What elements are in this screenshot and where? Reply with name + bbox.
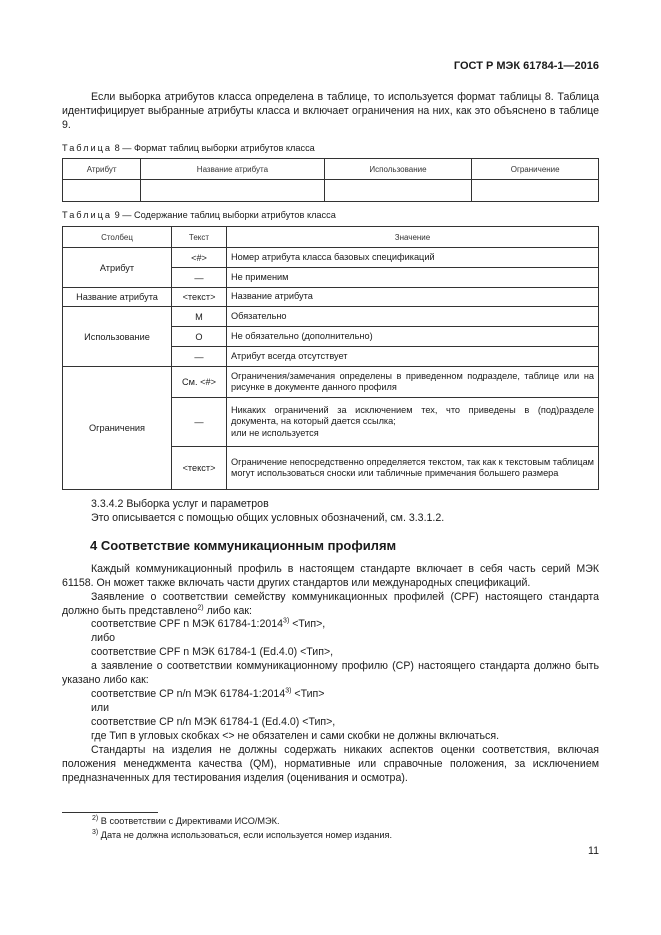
table9-text-cell: — [172,398,227,447]
table9-meaning-cell: Атрибут всегда отсутствует [227,347,599,367]
type-note: где Тип в угловых скобках <> не обязателен и сами скобки не должны включаться. [91,730,500,742]
table9 [62,226,599,490]
table9-text-cell: — [172,347,227,367]
table9-column-cell: Ограничения [63,367,172,490]
table9-text-cell: <текст> [172,447,227,490]
conformance-text-end: <Тип> [291,688,325,700]
table9-text-cell: — [172,268,227,288]
table9-column-cell: Название атрибута [63,288,172,307]
table9-text-cell: М [172,307,227,327]
table9-text-cell: <#> [172,248,227,268]
table8-header: Ограничение [472,159,599,180]
table8-caption-text: 8 — Формат таблиц выборки атрибутов класса [114,143,315,153]
conformance-text: соответствие CPF n МЭК 61784-1:2014 [91,618,284,630]
footnote-text: В соответствии с Директивами ИСО/МЭК. [100,816,280,826]
intro-paragraph: Если выборка атрибутов класса определена в таблице, то используется формат таблицы 8. Таблица идентифицирует выбранные атрибуты класса и включает ограничения на них, как это объяснено в таблице 9. [62,91,599,131]
conformance-or-1: либо [91,632,116,644]
table9-meaning-cell: Не обязательно (дополнительно) [227,327,599,347]
table9-column-cell: Использование [63,307,172,367]
section-3342-text: Это описывается с помощью общих условных обозначений, см. 3.3.1.2. [91,512,445,524]
table9-meaning-cell: Ограничения/замечания определены в приведенном подразделе, таблице или на рисунке в документе данного профиля [227,367,599,398]
footnote-ref: 3) [283,617,290,625]
table9-header: Текст [172,227,227,248]
section4-paragraph-2 [62,590,599,618]
standard-code: ГОСТ Р МЭК 61784-1—2016 [453,60,599,72]
footnote-ref: 3) [285,687,292,695]
section4-paragraph-4: Стандарты на изделия не должны содержать никаких аспектов оценки соответствия, включая положения менеджмента качества (QM), нормативные или справочные положения, за исключением предназначенных для тестирования изделия (оценивания и осмотра). [62,744,599,784]
table8-header: Использование [324,159,472,180]
footnote-text: Дата не должна использоваться, если используется номер издания. [100,830,393,840]
table9-text-cell: См. <#> [172,367,227,398]
footnote-ref: 2) [197,604,204,612]
conformance-line-2: соответствие CPF n МЭК 61784-1 (Ed.4.0) <Тип>, [91,646,334,658]
table9-column-cell: Атрибут [63,248,172,288]
conformance-line-1 [62,617,599,631]
section4-paragraph-1: Каждый коммуникационный профиль в настоящем стандарте включает в себя часть серий МЭК 61158. Он может также включать части других стандартов или международных спецификаций. [62,563,599,589]
conformance-line-3 [62,687,599,701]
section4-paragraph-3: а заявление о соответствии коммуникационному профилю (CP) настоящего стандарта должно быть указано либо как: [62,660,599,686]
footnote-2 [92,816,280,826]
table8-empty-cell [141,180,324,202]
conformance-or-2: или [91,702,110,714]
footnote-divider [62,812,158,813]
table8-header: Название атрибута [141,159,324,180]
table9-header: Значение [227,227,599,248]
table9-meaning-line: Никаких ограничений за исключением тех, что приведены в (под)разделе документа, на который дается ссылка; [231,404,594,427]
table8-empty-cell [63,180,141,202]
table8 [62,158,599,202]
table8-empty-cell [472,180,599,202]
table9-meaning-line: или не используется [231,427,319,438]
table8-empty-cell [324,180,472,202]
table9-caption [62,210,336,220]
table9-meaning-cell: Ограничение непосредственно определяется текстом, так как к текстовым таблицам могут использоваться сноски или табличные примечания большего размера [227,447,599,490]
table8-header: Атрибут [63,159,141,180]
table9-text-cell: <текст> [172,288,227,307]
footnote-mark: 2) [92,814,99,822]
footnote-3 [92,830,392,840]
footnote-mark: 3) [92,828,99,836]
table9-meaning-cell [227,398,599,447]
table9-meaning-cell: Название атрибута [227,288,599,307]
section-3342-title: 3.3.4.2 Выборка услуг и параметров [91,498,269,510]
table8-caption-label: Таблица [62,143,113,153]
table9-text-cell: О [172,327,227,347]
table8-caption [62,143,315,153]
table9-caption-label: Таблица [62,210,113,220]
table9-header: Столбец [63,227,172,248]
conformance-text: соответствие CP n/n МЭК 61784-1:2014 [91,688,286,700]
p2-text: Заявление о соответствии семейству коммуникационных профилей (CPF) настоящего стандарта должно быть представлено [62,591,599,617]
conformance-line-4: соответствие CP n/n МЭК 61784-1 (Ed.4.0) <Тип>, [91,716,336,728]
table9-meaning-cell: Не применим [227,268,599,288]
page-number: 11 [588,845,599,857]
table9-meaning-cell: Номер атрибута класса базовых спецификаций [227,248,599,268]
section4-heading: 4 Соответствие коммуникационным профилям [90,538,397,553]
table9-caption-text: 9 — Содержание таблиц выборки атрибутов класса [114,210,336,220]
table9-meaning-cell: Обязательно [227,307,599,327]
p2-text-end: либо как: [203,605,252,617]
conformance-text-end: <Тип>, [289,618,326,630]
